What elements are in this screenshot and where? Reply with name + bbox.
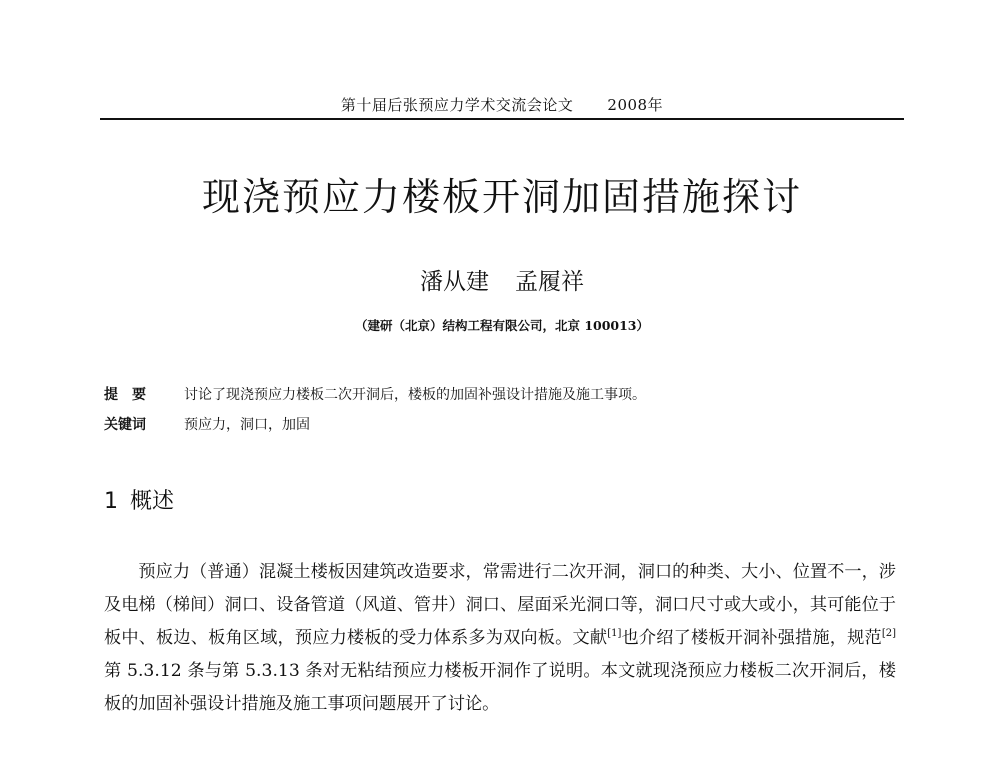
author-name: 潘从建 xyxy=(420,269,489,295)
keywords-text: 预应力，洞口，加固 xyxy=(184,417,310,433)
section-number: 1 xyxy=(104,489,118,514)
author-name: 孟履祥 xyxy=(515,269,584,295)
header-rule xyxy=(100,118,904,120)
keywords-label: 关键词 xyxy=(104,417,146,433)
header-year: 2008年 xyxy=(607,96,664,114)
abstract-text: 讨论了现浇预应力楼板二次开洞后，楼板的加固补强设计措施及施工事项。 xyxy=(184,387,646,403)
abstract-row xyxy=(104,384,646,404)
body-text-part: 第 5.3.12 条与第 5.3.13 条对无粘结预应力楼板开洞作了说明。本文就现浇预应力楼板二次开洞后，楼板的加固补强设计措施及施工事项问题展开了讨论。 xyxy=(104,661,896,714)
journal-name: 第十届后张预应力学术交流会论文 xyxy=(340,96,574,114)
abstract-label: 提要 xyxy=(104,387,160,403)
author-list xyxy=(100,263,904,296)
body-text-part: 预应力（普通）混凝土楼板因建筑改造要求，常需进行二次开洞，洞口的种类、大小、位置不一，涉及电梯（梯间）洞口、设备管道（风道、管井）洞口、屋面采光洞口等，洞口尺寸或大或小，其可能位于板中、板边、板角区域，预应力楼板的受力体系多为双向板。文献 xyxy=(104,562,896,648)
citation-ref[interactable]: [2] xyxy=(881,628,896,639)
body-paragraph xyxy=(104,556,896,721)
section-heading xyxy=(104,484,174,515)
keywords-row xyxy=(104,414,310,434)
running-header xyxy=(100,94,904,115)
body-text-part: 也介绍了楼板开洞补强措施，规范 xyxy=(621,628,882,648)
section-title: 概述 xyxy=(130,489,175,514)
paper-title: 现浇预应力楼板开洞加固措施探讨 xyxy=(201,175,802,219)
affiliation: （建研（北京）结构工程有限公司，北京 100013） xyxy=(354,318,650,333)
citation-ref[interactable]: [1] xyxy=(607,628,622,639)
